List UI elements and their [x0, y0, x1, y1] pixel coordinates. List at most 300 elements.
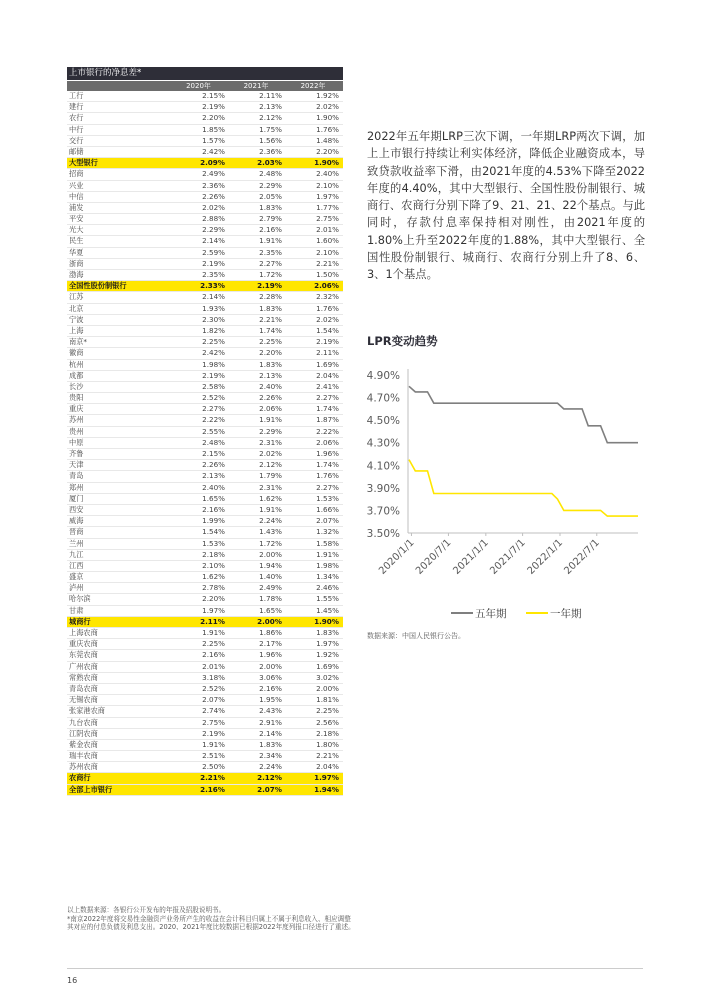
- table-row: [67, 192, 343, 203]
- header-cell-2022: 2022年: [300, 82, 326, 90]
- value-2022-cell: 1.91%: [316, 549, 339, 559]
- bank-name-cell: 青岛: [69, 471, 84, 481]
- table-row: [67, 762, 343, 773]
- value-2021-cell: 2.26%: [259, 393, 282, 403]
- table-row: [67, 181, 343, 192]
- value-2022-cell: 2.06%: [316, 437, 339, 447]
- page-number: 16: [67, 976, 78, 985]
- value-2021-cell: 1.83%: [259, 359, 282, 369]
- table-row: [67, 382, 343, 393]
- value-2020-cell: 2.22%: [202, 415, 225, 425]
- value-2020-cell: 1.93%: [202, 303, 225, 313]
- value-2020-cell: 1.57%: [202, 135, 225, 145]
- table-row: [67, 91, 343, 102]
- bank-name-cell: 兴业: [69, 180, 84, 190]
- table-subtotal-row: [67, 617, 343, 628]
- value-2020-cell: 2.48%: [202, 437, 225, 447]
- value-2022-cell: 1.94%: [314, 784, 339, 794]
- value-2022-cell: 2.04%: [316, 370, 339, 380]
- bank-name-cell: 全国性股份制银行: [69, 281, 127, 291]
- table-row: [67, 348, 343, 359]
- bank-name-cell: 徽商: [69, 348, 84, 358]
- table-row: [67, 684, 343, 695]
- bank-name-cell: 哈尔滨: [69, 594, 91, 604]
- value-2020-cell: 2.30%: [202, 314, 225, 324]
- footer-divider: [67, 968, 643, 969]
- bank-name-cell: 紫金农商: [69, 739, 98, 749]
- bank-name-cell: 浦发: [69, 202, 84, 212]
- value-2021-cell: 2.03%: [257, 158, 282, 168]
- value-2022-cell: 1.69%: [316, 359, 339, 369]
- table-row: [67, 113, 343, 124]
- value-2022-cell: 2.25%: [316, 706, 339, 716]
- value-2020-cell: 1.53%: [202, 538, 225, 548]
- value-2021-cell: 2.49%: [259, 583, 282, 593]
- y-tick-label: 3.50%: [366, 528, 400, 540]
- value-2022-cell: 1.74%: [316, 404, 339, 414]
- bank-name-cell: 天津: [69, 460, 84, 470]
- value-2021-cell: 2.16%: [259, 683, 282, 693]
- value-2020-cell: 2.19%: [202, 728, 225, 738]
- value-2022-cell: 2.19%: [316, 337, 339, 347]
- bank-name-cell: 浙商: [69, 258, 84, 268]
- bank-name-cell: 苏州: [69, 415, 84, 425]
- value-2022-cell: 2.00%: [316, 683, 339, 693]
- bank-name-cell: 江西: [69, 560, 84, 570]
- value-2020-cell: 2.07%: [202, 695, 225, 705]
- value-2021-cell: 2.79%: [259, 214, 282, 224]
- value-2020-cell: 3.18%: [202, 672, 225, 682]
- value-2020-cell: 1.91%: [202, 628, 225, 637]
- value-2020-cell: 2.01%: [202, 661, 225, 671]
- table-row: [67, 136, 343, 147]
- table-row: [67, 718, 343, 729]
- table-row: [67, 236, 343, 247]
- value-2022-cell: 1.74%: [316, 460, 339, 470]
- table-row: [67, 292, 343, 303]
- value-2021-cell: 1.75%: [259, 124, 282, 134]
- value-2021-cell: 2.02%: [259, 449, 282, 458]
- value-2020-cell: 2.25%: [202, 639, 225, 649]
- value-2022-cell: 1.55%: [316, 594, 339, 604]
- table-row: [67, 662, 343, 673]
- table-subtotal-row: [67, 785, 343, 796]
- bank-name-cell: 江苏: [69, 292, 84, 302]
- value-2022-cell: 2.27%: [316, 393, 339, 403]
- value-2022-cell: 2.02%: [316, 314, 339, 324]
- bank-name-cell: 全部上市银行: [69, 784, 113, 794]
- table-row: [67, 673, 343, 684]
- value-2020-cell: 2.02%: [202, 202, 225, 212]
- value-2022-cell: 1.90%: [314, 616, 339, 626]
- value-2022-cell: 2.04%: [316, 762, 339, 772]
- bank-name-cell: 宁波: [69, 314, 84, 324]
- value-2021-cell: 1.62%: [259, 493, 282, 503]
- net-interest-margin-table: [67, 67, 343, 796]
- bank-name-cell: 邮储: [69, 146, 84, 156]
- x-tick-label: 2021/1/1: [451, 537, 491, 577]
- value-2020-cell: 2.40%: [202, 482, 225, 492]
- value-2022-cell: 2.10%: [316, 247, 339, 257]
- value-2021-cell: 1.65%: [259, 605, 282, 615]
- table-subtotal-row: [67, 281, 343, 292]
- value-2020-cell: 2.14%: [202, 292, 225, 302]
- value-2022-cell: 1.34%: [316, 572, 339, 582]
- chart-source: 数据来源：中国人民银行公告。: [367, 632, 465, 640]
- bank-name-cell: 晋商: [69, 527, 84, 537]
- value-2021-cell: 2.12%: [259, 460, 282, 470]
- table-notes: [67, 906, 357, 932]
- value-2021-cell: 2.00%: [257, 616, 282, 626]
- value-2021-cell: 2.48%: [259, 169, 282, 179]
- x-tick-label: 2020/7/1: [414, 537, 454, 577]
- value-2022-cell: 1.97%: [316, 639, 339, 649]
- bank-name-cell: 无锡农商: [69, 695, 98, 705]
- value-2021-cell: 1.86%: [259, 628, 282, 637]
- bank-name-cell: 贵州: [69, 426, 84, 436]
- value-2022-cell: 1.53%: [316, 493, 339, 503]
- table-row: [67, 337, 343, 348]
- value-2020-cell: 2.19%: [202, 258, 225, 268]
- value-2020-cell: 2.16%: [202, 650, 225, 660]
- bank-name-cell: 常熟农商: [69, 672, 98, 682]
- value-2021-cell: 1.91%: [259, 504, 282, 514]
- value-2022-cell: 2.22%: [316, 426, 339, 436]
- table-row: [67, 326, 343, 337]
- bank-name-cell: 大型银行: [69, 158, 98, 168]
- bank-name-cell: 光大: [69, 225, 84, 235]
- value-2022-cell: 2.06%: [314, 281, 339, 291]
- bank-name-cell: 南京*: [69, 337, 87, 347]
- legend-label: 五年期: [475, 608, 507, 620]
- table-row: [67, 438, 343, 449]
- value-2020-cell: 1.54%: [202, 527, 225, 537]
- value-2021-cell: 2.13%: [259, 370, 282, 380]
- table-title: 上市银行的净息差*: [67, 67, 343, 80]
- y-tick-label: 4.90%: [366, 370, 400, 382]
- value-2022-cell: 1.76%: [316, 471, 339, 481]
- table-row: [67, 594, 343, 605]
- value-2021-cell: 1.78%: [259, 594, 282, 604]
- bank-name-cell: 中原: [69, 437, 84, 447]
- value-2021-cell: 2.00%: [259, 661, 282, 671]
- value-2021-cell: 1.95%: [259, 695, 282, 705]
- table-row: [67, 415, 343, 426]
- value-2021-cell: 2.05%: [259, 191, 282, 201]
- value-2022-cell: 2.21%: [316, 751, 339, 761]
- value-2020-cell: 2.52%: [202, 683, 225, 693]
- value-2020-cell: 2.35%: [202, 270, 225, 279]
- value-2021-cell: 2.17%: [259, 639, 282, 649]
- bank-name-cell: 江阴农商: [69, 728, 98, 738]
- value-2020-cell: 2.15%: [202, 449, 225, 458]
- x-tick-label: 2022/7/1: [562, 537, 602, 577]
- value-2021-cell: 1.79%: [259, 471, 282, 481]
- bank-name-cell: 招商: [69, 169, 84, 179]
- value-2020-cell: 2.49%: [202, 169, 225, 179]
- bank-name-cell: 贵阳: [69, 393, 84, 403]
- value-2022-cell: 1.76%: [316, 303, 339, 313]
- bank-name-cell: 农行: [69, 113, 84, 123]
- table-row: [67, 360, 343, 371]
- table-row: [67, 628, 343, 639]
- table-row: [67, 125, 343, 136]
- bank-name-cell: 城商行: [69, 616, 91, 626]
- value-2020-cell: 1.91%: [202, 739, 225, 749]
- value-2020-cell: 2.29%: [202, 225, 225, 235]
- table-row: [67, 639, 343, 650]
- value-2021-cell: 2.40%: [259, 381, 282, 391]
- bank-name-cell: 苏州农商: [69, 762, 98, 772]
- table-row: [67, 248, 343, 259]
- table-row: [67, 550, 343, 561]
- table-row: [67, 147, 343, 158]
- y-tick-label: 4.50%: [366, 415, 400, 428]
- value-2021-cell: 2.00%: [259, 549, 282, 559]
- chart-title: LPR变动趋势: [367, 334, 438, 348]
- bank-name-cell: 厦门: [69, 493, 84, 503]
- value-2022-cell: 1.48%: [316, 135, 339, 145]
- table-row: [67, 102, 343, 113]
- bank-name-cell: 交行: [69, 135, 84, 145]
- value-2021-cell: 1.91%: [259, 415, 282, 425]
- value-2021-cell: 2.29%: [259, 426, 282, 436]
- value-2021-cell: 1.72%: [259, 270, 282, 279]
- bank-name-cell: 九台农商: [69, 717, 98, 727]
- value-2020-cell: 2.75%: [202, 717, 225, 727]
- bank-name-cell: 张家港农商: [69, 706, 105, 716]
- value-2020-cell: 1.85%: [202, 124, 225, 134]
- value-2022-cell: 1.54%: [316, 325, 339, 335]
- value-2021-cell: 2.06%: [259, 404, 282, 414]
- bank-name-cell: 渤海: [69, 270, 84, 279]
- bank-name-cell: 成都: [69, 370, 84, 380]
- value-2022-cell: 2.41%: [316, 381, 339, 391]
- value-2020-cell: 2.20%: [202, 113, 225, 123]
- table-body: [67, 91, 343, 796]
- value-2020-cell: 2.18%: [202, 549, 225, 559]
- value-2022-cell: 1.60%: [316, 236, 339, 246]
- value-2021-cell: 1.74%: [259, 325, 282, 335]
- value-2020-cell: 2.52%: [202, 393, 225, 403]
- value-2022-cell: 2.32%: [316, 292, 339, 302]
- value-2022-cell: 2.27%: [316, 482, 339, 492]
- value-2020-cell: 2.33%: [200, 281, 225, 291]
- value-2021-cell: 1.83%: [259, 202, 282, 212]
- value-2021-cell: 1.56%: [259, 135, 282, 145]
- value-2020-cell: 2.42%: [202, 348, 225, 358]
- table-row: [67, 505, 343, 516]
- bank-name-cell: 长沙: [69, 381, 84, 391]
- bank-name-cell: 中行: [69, 124, 84, 134]
- bank-name-cell: 华夏: [69, 247, 84, 257]
- value-2021-cell: 2.21%: [259, 314, 282, 324]
- value-2022-cell: 2.02%: [316, 102, 339, 112]
- value-2022-cell: 1.45%: [316, 605, 339, 615]
- value-2020-cell: 1.99%: [202, 516, 225, 526]
- table-row: [67, 259, 343, 270]
- bank-name-cell: 瑞丰农商: [69, 751, 98, 761]
- value-2021-cell: 2.27%: [259, 258, 282, 268]
- table-row: [67, 225, 343, 236]
- series-line-one-year: [409, 460, 638, 516]
- value-2021-cell: 2.19%: [257, 281, 282, 291]
- bank-name-cell: 民生: [69, 236, 84, 246]
- value-2022-cell: 2.07%: [316, 516, 339, 526]
- value-2022-cell: 1.76%: [316, 124, 339, 134]
- bank-name-cell: 上海: [69, 325, 84, 335]
- value-2022-cell: 1.97%: [314, 773, 339, 783]
- bank-name-cell: 平安: [69, 214, 84, 224]
- bank-name-cell: 工行: [69, 91, 84, 100]
- table-row: [67, 315, 343, 326]
- value-2022-cell: 2.75%: [316, 214, 339, 224]
- y-tick-label: 3.90%: [366, 482, 400, 495]
- value-2021-cell: 1.96%: [259, 650, 282, 660]
- value-2020-cell: 2.88%: [202, 214, 225, 224]
- series-line-five-year: [409, 386, 638, 442]
- value-2021-cell: 2.31%: [259, 482, 282, 492]
- bank-name-cell: 中信: [69, 191, 84, 201]
- table-row: [67, 516, 343, 527]
- bank-name-cell: 甘肃: [69, 605, 84, 615]
- value-2022-cell: 2.46%: [316, 583, 339, 593]
- value-2020-cell: 2.27%: [202, 404, 225, 414]
- value-2022-cell: 2.40%: [316, 169, 339, 179]
- table-row: [67, 729, 343, 740]
- value-2021-cell: 2.12%: [259, 113, 282, 123]
- value-2020-cell: 2.26%: [202, 460, 225, 470]
- value-2022-cell: 1.77%: [316, 202, 339, 212]
- value-2022-cell: 1.92%: [316, 91, 339, 100]
- value-2021-cell: 2.07%: [257, 784, 282, 794]
- value-2020-cell: 2.09%: [200, 158, 225, 168]
- value-2020-cell: 1.97%: [202, 605, 225, 615]
- bank-name-cell: 九江: [69, 549, 84, 559]
- value-2021-cell: 2.36%: [259, 146, 282, 156]
- table-row: [67, 393, 343, 404]
- value-2021-cell: 2.35%: [259, 247, 282, 257]
- value-2020-cell: 2.58%: [202, 381, 225, 391]
- value-2022-cell: 1.96%: [316, 449, 339, 458]
- value-2020-cell: 2.13%: [202, 471, 225, 481]
- value-2022-cell: 1.58%: [316, 538, 339, 548]
- value-2022-cell: 2.10%: [316, 180, 339, 190]
- value-2021-cell: 1.83%: [259, 739, 282, 749]
- table-row: [67, 371, 343, 382]
- value-2021-cell: 1.40%: [259, 572, 282, 582]
- value-2021-cell: 2.11%: [259, 91, 282, 100]
- value-2022-cell: 1.98%: [316, 560, 339, 570]
- bank-name-cell: 东莞农商: [69, 650, 98, 660]
- table-row: [67, 460, 343, 471]
- value-2021-cell: 2.12%: [257, 773, 282, 783]
- value-2021-cell: 2.13%: [259, 102, 282, 112]
- value-2020-cell: 2.16%: [202, 504, 225, 514]
- table-row: [67, 606, 343, 617]
- value-2022-cell: 1.66%: [316, 504, 339, 514]
- value-2022-cell: 1.90%: [314, 158, 339, 168]
- legend-label: 一年期: [550, 608, 582, 620]
- table-row: [67, 169, 343, 180]
- value-2021-cell: 2.24%: [259, 516, 282, 526]
- table-source-note: 以上数据来源：各银行公开发布的年报及招股说明书。: [67, 906, 226, 914]
- value-2020-cell: 2.15%: [202, 91, 225, 100]
- bank-name-cell: 重庆农商: [69, 639, 98, 649]
- bank-name-cell: 广州农商: [69, 661, 98, 671]
- bank-name-cell: 盛京: [69, 572, 84, 582]
- value-2020-cell: 2.78%: [202, 583, 225, 593]
- value-2022-cell: 2.20%: [316, 146, 339, 156]
- value-2020-cell: 2.10%: [202, 560, 225, 570]
- table-row: [67, 650, 343, 661]
- table-row: [67, 270, 343, 281]
- table-row: [67, 527, 343, 538]
- value-2022-cell: 1.80%: [316, 739, 339, 749]
- table-row: [67, 471, 343, 482]
- bank-name-cell: 杭州: [69, 359, 84, 369]
- bank-name-cell: 郑州: [69, 482, 84, 492]
- value-2021-cell: 2.24%: [259, 762, 282, 772]
- value-2022-cell: 1.92%: [316, 650, 339, 660]
- bank-name-cell: 重庆: [69, 404, 84, 414]
- header-cell-2021: 2021年: [243, 82, 269, 90]
- table-row: [67, 583, 343, 594]
- value-2020-cell: 2.21%: [200, 773, 225, 783]
- value-2022-cell: 1.97%: [316, 191, 339, 201]
- value-2021-cell: 2.25%: [259, 337, 282, 347]
- table-row: [67, 751, 343, 762]
- table-row: [67, 494, 343, 505]
- value-2022-cell: 2.56%: [316, 717, 339, 727]
- table-footnote: *南京2022年度将交易性金融资产业务所产生的收益在会计科目归属上不属于利息收入、相应调整其对应的付息负债及利息支出。2020、2021年度比较数据已根据2022年度列报口径进行了重述。: [67, 914, 355, 931]
- value-2021-cell: 1.94%: [259, 560, 282, 570]
- value-2021-cell: 3.06%: [259, 672, 282, 682]
- value-2020-cell: 2.20%: [202, 594, 225, 604]
- y-tick-label: 4.10%: [366, 460, 400, 473]
- value-2022-cell: 1.50%: [316, 270, 339, 279]
- bank-name-cell: 青岛农商: [69, 683, 98, 693]
- value-2022-cell: 1.87%: [316, 415, 339, 425]
- value-2020-cell: 2.19%: [202, 370, 225, 380]
- value-2021-cell: 1.43%: [259, 527, 282, 537]
- table-subtotal-row: [67, 158, 343, 169]
- value-2020-cell: 1.82%: [202, 325, 225, 335]
- value-2022-cell: 1.69%: [316, 661, 339, 671]
- value-2021-cell: 2.29%: [259, 180, 282, 190]
- table-subtotal-row: [67, 773, 343, 784]
- value-2022-cell: 1.32%: [316, 527, 339, 537]
- table-row: [67, 203, 343, 214]
- value-2020-cell: 2.42%: [202, 146, 225, 156]
- table-header: [67, 81, 343, 91]
- value-2021-cell: 2.14%: [259, 728, 282, 738]
- value-2022-cell: 1.83%: [316, 628, 339, 637]
- value-2020-cell: 2.55%: [202, 426, 225, 436]
- value-2020-cell: 1.62%: [202, 572, 225, 582]
- value-2021-cell: 2.28%: [259, 292, 282, 302]
- value-2020-cell: 2.36%: [202, 180, 225, 190]
- bank-name-cell: 农商行: [69, 773, 91, 783]
- bank-name-cell: 北京: [69, 303, 84, 313]
- value-2020-cell: 1.98%: [202, 359, 225, 369]
- value-2020-cell: 2.50%: [202, 762, 225, 772]
- bank-name-cell: 西安: [69, 504, 84, 514]
- value-2022-cell: 2.18%: [316, 728, 339, 738]
- table-row: [67, 483, 343, 494]
- y-tick-label: 4.70%: [366, 392, 400, 405]
- value-2022-cell: 1.81%: [316, 695, 339, 705]
